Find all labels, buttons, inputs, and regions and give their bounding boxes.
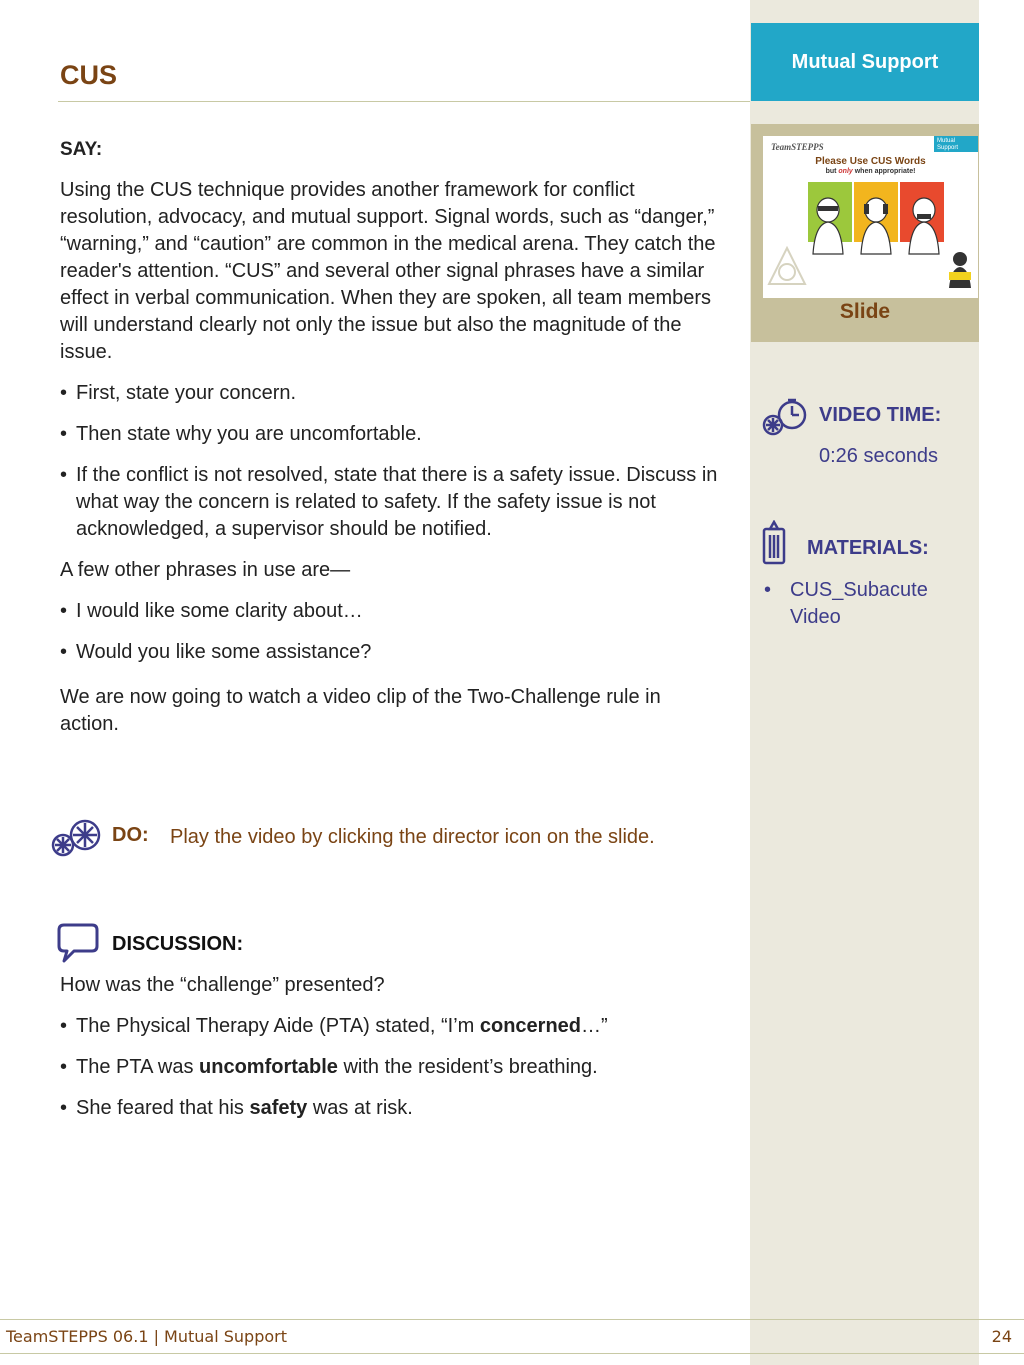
say-bullet-text: Then state why you are uncomfortable.: [76, 423, 422, 445]
discussion-item: • The PTA was uncomfortable with the resident’s breathing.: [60, 1056, 598, 1078]
discussion-item-emphasis: uncomfortable: [199, 1056, 338, 1078]
video-time-value: 0:26 seconds: [819, 445, 938, 467]
discussion-item-text: …”: [581, 1015, 608, 1037]
say-intro: Using the CUS technique provides another framework for conflict resolution, advocacy, and mutual support. Signal words, such as “danger,” “warning,” and “caution” are common in the medical arena. They catch the reader's attention. “CUS” and several other signal phrases have a similar effect in verbal communication. When they are spoken, all team members will understand clearly not only the issue but also the magnitude of the issue.: [60, 179, 716, 363]
slide-watermark: [767, 246, 807, 290]
slide-title: Please Use CUS Words: [815, 156, 926, 167]
film-reel-stopwatch-icon: [760, 398, 810, 438]
slide-panel: [751, 124, 979, 342]
discussion-item-emphasis: concerned: [479, 1015, 582, 1037]
materials-label: MATERIALS:: [807, 537, 929, 559]
slide-section-tab: Mutual Support: [934, 136, 978, 152]
materials-item: • CUS_Subacute Video: [764, 577, 964, 631]
phrase-text: Would you like some assistance?: [76, 641, 372, 663]
discussion-item-emphasis: safety: [249, 1097, 308, 1119]
say-section: [60, 136, 722, 738]
do-text: Play the video by clicking the director icon on the slide.: [170, 826, 655, 848]
page-number: 24: [991, 1327, 1012, 1346]
video-time-label: VIDEO TIME:: [819, 404, 942, 426]
discussion-item-text: The Physical Therapy Aide (PTA) stated, “I’m: [76, 1015, 480, 1037]
discussion-question: How was the “challenge” presented?: [60, 974, 385, 996]
footer-divider: [0, 1353, 1024, 1354]
discussion-item-text: with the resident’s breathing.: [337, 1056, 598, 1078]
phrase-bullet: • I would like some clarity about…: [60, 598, 722, 625]
say-closing: We are now going to watch a video clip of the Two-Challenge rule in action.: [60, 686, 661, 735]
footer-divider: [0, 1319, 1024, 1320]
materials-item-text: CUS_Subacute Video: [790, 579, 928, 628]
slide-thumbnail[interactable]: [763, 136, 978, 298]
speech-bubble-icon: [56, 922, 100, 966]
say-label: SAY:: [60, 139, 103, 160]
section-tab: Mutual Support: [751, 23, 979, 101]
slide-subtitle: but only when appropriate!: [825, 168, 916, 175]
film-reel-icon: [50, 818, 104, 858]
footer-text: TeamSTEPPS 06.1 | Mutual Support: [6, 1327, 287, 1346]
materials-jar-icon: [760, 520, 788, 566]
page-title: CUS: [60, 60, 118, 90]
discussion-item-text: was at risk.: [307, 1097, 413, 1119]
say-bullet: • If the conflict is not resolved, state that there is a safety issue. Discuss in what way the concern is related to safety. If the safety issue is not acknowledged, a supervisor should be notified.: [60, 462, 722, 543]
title-divider: [58, 101, 750, 102]
discussion-label: DISCUSSION:: [112, 933, 244, 955]
say-bullet-text: First, state your concern.: [76, 382, 297, 404]
phrases-intro: A few other phrases in use are—: [60, 559, 351, 581]
phrase-bullet: • Would you like some assistance?: [60, 639, 722, 666]
do-label: DO:: [112, 824, 149, 846]
discussion-item: • She feared that his safety was at risk.: [60, 1097, 413, 1119]
slide-label: Slide: [839, 300, 891, 323]
director-icon[interactable]: [945, 250, 975, 290]
discussion-item: • The Physical Therapy Aide (PTA) stated, “I’m concerned…”: [60, 1015, 608, 1037]
discussion-section: [60, 972, 722, 1122]
phrase-text: I would like some clarity about…: [76, 600, 363, 622]
discussion-item-text: She feared that his: [76, 1097, 250, 1119]
say-bullet: • First, state your concern.: [60, 380, 722, 407]
slide-logo: TeamSTEPPS: [771, 142, 824, 152]
monkey-figures-illustration: [803, 188, 953, 256]
say-bullet-text: If the conflict is not resolved, state that there is a safety issue. Discuss in what way the concern is related to safety. If the safety issue is not acknowledged, a supervisor should be notified.: [76, 464, 718, 540]
discussion-item-text: The PTA was: [76, 1056, 200, 1078]
say-bullet: • Then state why you are uncomfortable.: [60, 421, 722, 448]
